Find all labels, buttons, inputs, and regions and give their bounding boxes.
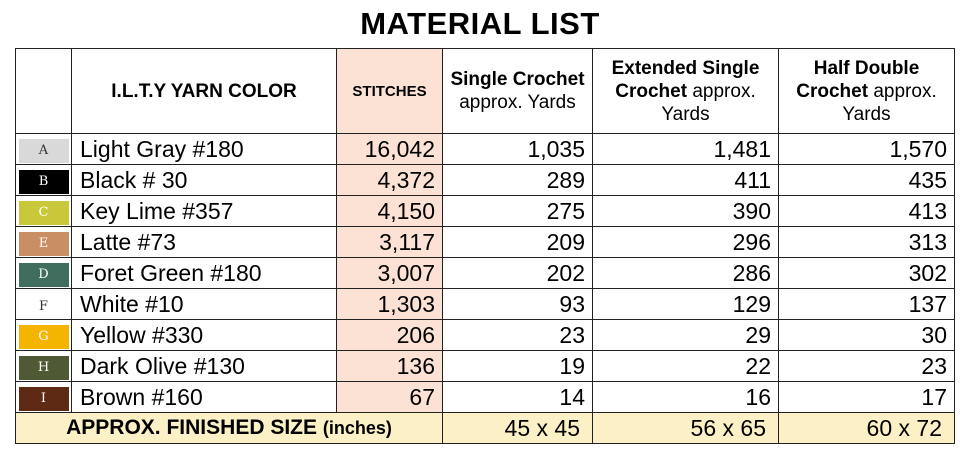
- esc-yards: 390: [593, 196, 779, 227]
- esc-size: 56 x 65: [593, 413, 779, 444]
- sc-yards: 275: [443, 196, 593, 227]
- esc-yards: 16: [593, 382, 779, 413]
- table-row: [16, 258, 955, 289]
- esc-yards: 29: [593, 320, 779, 351]
- finished-size-unit: (inches): [322, 418, 392, 438]
- hdc-yards: 313: [779, 227, 955, 258]
- color-swatch: B: [19, 170, 69, 194]
- yarn-name: Brown #160: [72, 382, 337, 413]
- esc-yards: 286: [593, 258, 779, 289]
- table-row: [16, 134, 955, 165]
- hdc-yards: 17: [779, 382, 955, 413]
- sc-size: 45 x 45: [443, 413, 593, 444]
- stitch-count: 3,117: [337, 227, 443, 258]
- stitch-count: 4,150: [337, 196, 443, 227]
- esc-yards: 411: [593, 165, 779, 196]
- swatch-cell: [16, 258, 72, 289]
- swatch-cell: [16, 382, 72, 413]
- table-row: [16, 196, 955, 227]
- sc-yards: 289: [443, 165, 593, 196]
- finished-size-text: APPROX. FINISHED SIZE: [66, 416, 317, 439]
- swatch-cell: [16, 196, 72, 227]
- finished-size-row: [16, 413, 955, 444]
- sc-yards: 209: [443, 227, 593, 258]
- table-row: [16, 351, 955, 382]
- yarn-name: Dark Olive #130: [72, 351, 337, 382]
- esc-header-rest: approx. Yards: [661, 80, 756, 125]
- color-swatch: H: [19, 356, 69, 380]
- stitch-count: 67: [337, 382, 443, 413]
- yarn-name: White #10: [72, 289, 337, 320]
- swatch-cell: [16, 165, 72, 196]
- page-title: MATERIAL LIST: [360, 6, 600, 41]
- color-swatch: I: [19, 387, 69, 411]
- hdc-yards: 1,570: [779, 134, 955, 165]
- color-swatch: D: [19, 263, 69, 287]
- sc-yards: 202: [443, 258, 593, 289]
- table-row: [16, 227, 955, 258]
- table-row: [16, 165, 955, 196]
- hdc-yards: 302: [779, 258, 955, 289]
- swatch-cell: [16, 351, 72, 382]
- half-double-crochet-header: [779, 49, 955, 134]
- stitch-count: 3,007: [337, 258, 443, 289]
- hdc-yards: 435: [779, 165, 955, 196]
- esc-header-bold: Extended Single Crochet: [611, 57, 760, 102]
- swatch-cell: [16, 227, 72, 258]
- swatch-cell: [16, 289, 72, 320]
- esc-yards: 22: [593, 351, 779, 382]
- hdc-yards: 413: [779, 196, 955, 227]
- stitch-count: 206: [337, 320, 443, 351]
- sc-yards: 19: [443, 351, 593, 382]
- swatch-header: [16, 49, 72, 134]
- header-row: [16, 49, 955, 134]
- stitch-count: 1,303: [337, 289, 443, 320]
- yarn-color-header: I.L.T.Y YARN COLOR: [72, 49, 337, 134]
- sc-yards: 1,035: [443, 134, 593, 165]
- stitch-count: 136: [337, 351, 443, 382]
- yarn-name: Key Lime #357: [72, 196, 337, 227]
- color-swatch: F: [19, 294, 69, 318]
- sc-yards: 93: [443, 289, 593, 320]
- hdc-yards: 137: [779, 289, 955, 320]
- single-crochet-header-bold: Single Crochet: [450, 69, 585, 90]
- color-swatch: C: [19, 201, 69, 225]
- color-swatch: A: [19, 139, 69, 163]
- table-row: [16, 289, 955, 320]
- yarn-name: Foret Green #180: [72, 258, 337, 289]
- single-crochet-header: [443, 49, 593, 134]
- yarn-name: Light Gray #180: [72, 134, 337, 165]
- stitches-header: STITCHES: [337, 49, 443, 134]
- sc-yards: 23: [443, 320, 593, 351]
- sc-yards: 14: [443, 382, 593, 413]
- esc-yards: 296: [593, 227, 779, 258]
- hdc-size: 60 x 72: [779, 413, 955, 444]
- table-row: [16, 382, 955, 413]
- stitch-count: 16,042: [337, 134, 443, 165]
- table-row: [16, 320, 955, 351]
- swatch-cell: [16, 320, 72, 351]
- hdc-header-rest: approx. Yards: [842, 80, 937, 125]
- swatch-cell: [16, 134, 72, 165]
- stitch-count: 4,372: [337, 165, 443, 196]
- extended-single-crochet-header: [593, 49, 779, 134]
- material-table: [15, 48, 955, 444]
- esc-yards: 129: [593, 289, 779, 320]
- yarn-name: Yellow #330: [72, 320, 337, 351]
- color-swatch: G: [19, 325, 69, 349]
- hdc-yards: 23: [779, 351, 955, 382]
- yarn-name: Black # 30: [72, 165, 337, 196]
- esc-yards: 1,481: [593, 134, 779, 165]
- hdc-yards: 30: [779, 320, 955, 351]
- finished-size-label: [16, 413, 443, 444]
- single-crochet-header-rest: approx. Yards: [459, 92, 576, 113]
- color-swatch: E: [19, 232, 69, 256]
- yarn-name: Latte #73: [72, 227, 337, 258]
- hdc-header-bold: Half Double Crochet: [796, 57, 920, 102]
